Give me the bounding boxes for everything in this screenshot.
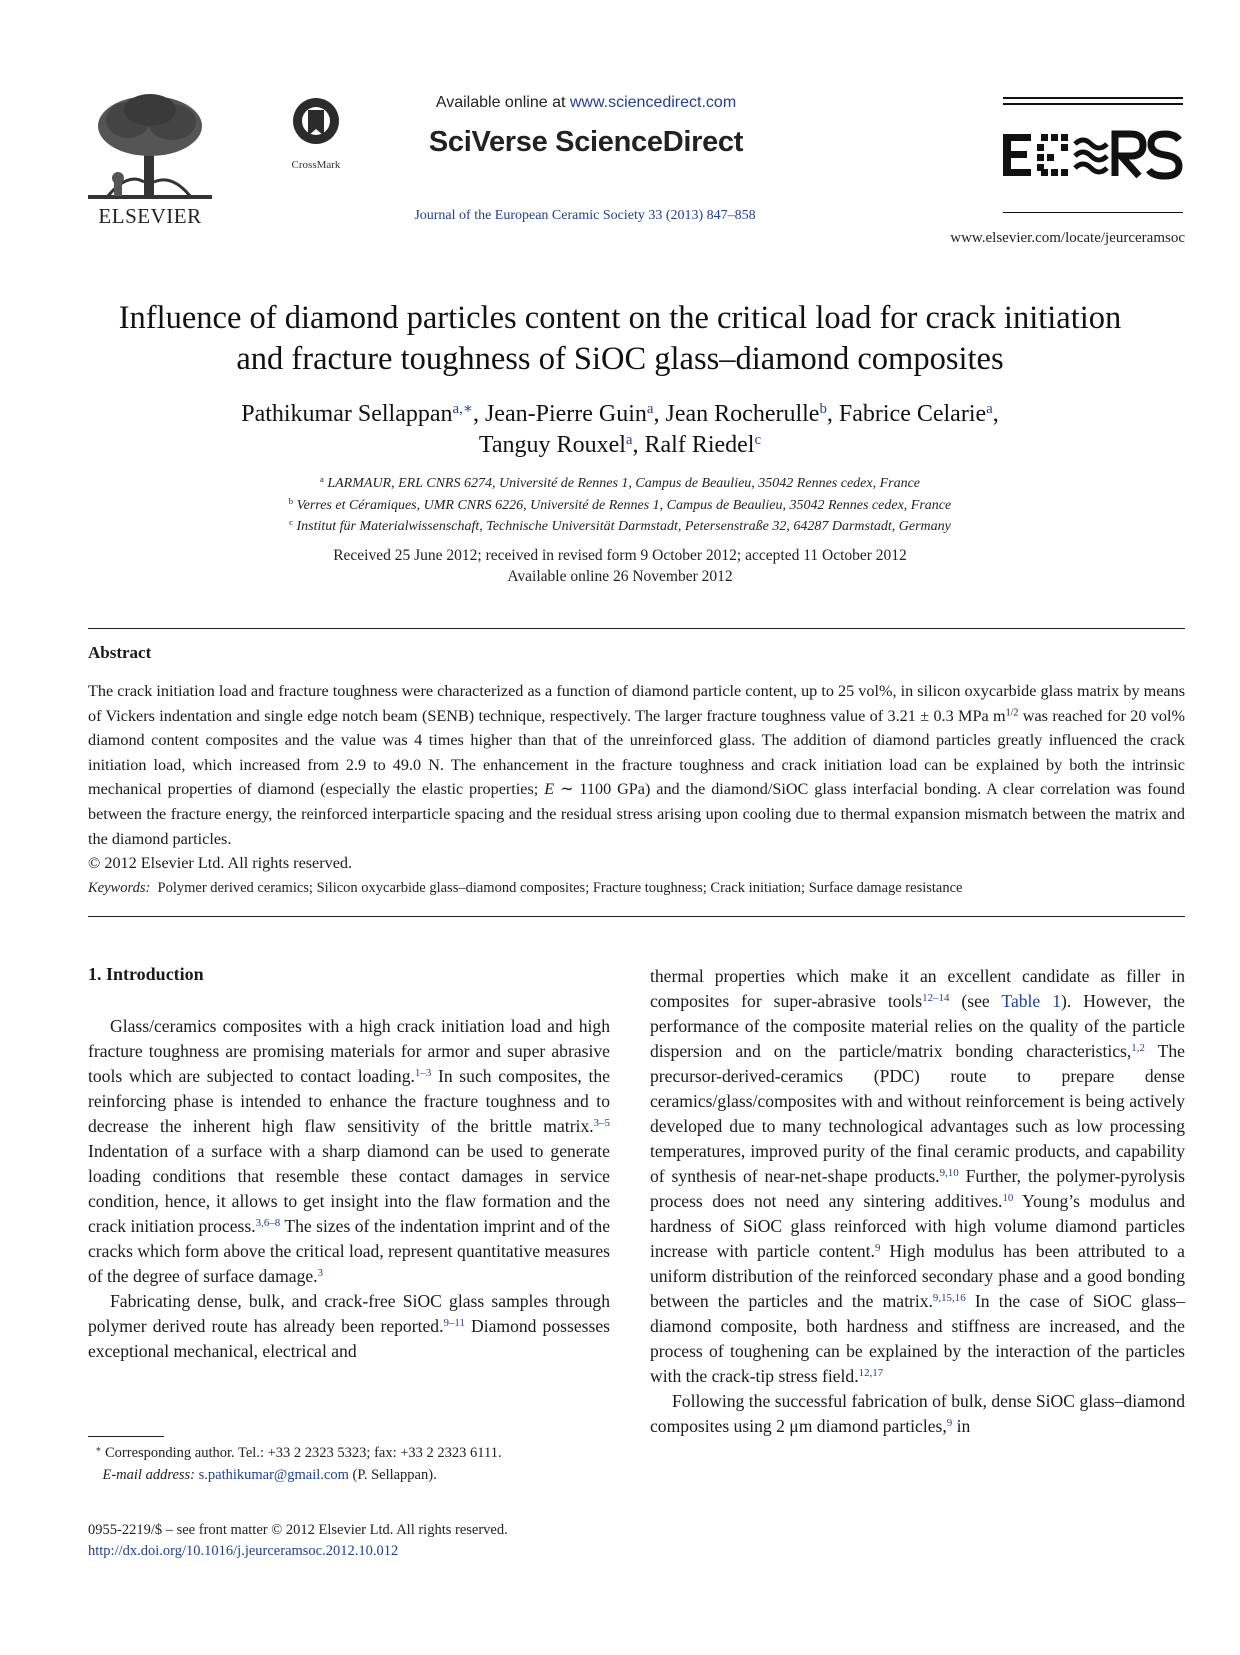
footnote-rule [88,1436,164,1437]
footnote-email [88,1464,628,1486]
abstract-symbol-e: E [544,780,555,799]
footnote-mark: ∗ [95,1444,102,1455]
title-line-1: Influence of diamond particles content on the critical load for crack initiation [118,300,1122,336]
article-history [60,545,1180,587]
citation-link[interactable]: 3–5 [593,1117,610,1129]
table-1-link[interactable]: Table 1 [1001,991,1062,1011]
ecers-bottom-rule [1003,212,1183,213]
affiliation-item [60,473,1180,495]
citation-link[interactable]: 3,6–8 [255,1217,281,1229]
citation-link[interactable]: 10 [1002,1192,1014,1204]
affiliation-item [60,516,1180,538]
author-affiliation-mark[interactable]: a [646,400,654,417]
ecers-logo [1003,128,1183,182]
elsevier-tree-logo [88,92,212,202]
affiliation-item [60,495,1180,517]
crossmark-label: CrossMark [291,159,341,171]
email-suffix: (P. Sellappan). [348,1467,437,1483]
authors-line-1: Pathikumar Sellappan$^{a,∗}$, Jean-Pierre Guin$^a$, Jean Rocherulle$^b$, Fabrice Celarie$^a$, [241,400,999,427]
author-affiliation-mark[interactable]: c [754,431,762,448]
abstract-bottom-rule [88,916,1185,917]
affiliation-text: LARMAUR, ERL CNRS 6274, Université de Rennes 1, Campus de Beaulieu, 35042 Rennes cedex, France [327,476,921,491]
footnote-contact [88,1442,628,1464]
affiliation-mark: b [288,495,294,506]
author-name: Ralf Riedel [644,432,755,458]
author-name: Fabrice Celarie [838,401,987,427]
corresponding-author-footnote [88,1442,628,1486]
affiliation-list [60,473,1180,538]
elsevier-wordmark: ELSEVIER [98,204,202,228]
available-online-date: Available online 26 November 2012 [507,568,733,585]
journal-citation-link[interactable]: Journal of the European Ceramic Society 33 (2013) 847–858 [414,208,756,223]
citation-link[interactable]: 1–3 [414,1067,432,1079]
crossmark-icon [291,96,341,152]
intro-paragraph-1: Glass/ceramics composites with a high crack initiation load and high fracture toughness are promising materials for armor and super abrasive tools which are subjected to contact loading.$^{1-3}$ In such composites, the reinforcing phase is intended to enhance the fracture toughness and to decrease the inherent high flaw sensitivity of the brittle matrix.$^{3-5}$ Indentation of a surface with a sharp diamond can be used to generate loading conditions that resemble these contact damages in service condition, hence, it allows to get insight into the flaw formation and the crack initiation process.$^{3,6-8}$ The sizes of the indentation imprint and of the cracks which form above the critical load, represent quantitative measures of the degree of surface damage.$^3$ [88,1016,611,1286]
article-title [60,298,1180,380]
doi-link[interactable]: http://dx.doi.org/10.1016/j.jeurceramsoc.2012.10.012 [88,1543,399,1559]
sciencedirect-link[interactable]: www.sciencedirect.com [569,94,737,111]
citation-link[interactable]: 12–14 [922,992,950,1004]
author-name: Jean-Pierre Guin [484,401,647,427]
affiliation-mark: a [319,474,324,485]
author-name: Tanguy Rouxel [478,432,626,458]
author-affiliation-mark[interactable]: b [819,400,827,417]
affiliation-text: Institut für Materialwissenschaft, Technische Universität Darmstadt, Petersenstraße 32, 64287 Darmstadt, Germany [296,519,951,534]
author-affiliation-mark[interactable]: a [986,400,993,417]
journal-homepage-url: www.elsevier.com/locate/jeurceramsoc [950,230,1185,246]
ecers-top-rules [1003,97,1183,109]
abstract-exponent: 1/2 [1005,707,1019,719]
affiliation-text: Verres et Céramiques, UMR CNRS 6226, Université de Rennes 1, Campus de Beaulieu, 35042 Rennes cedex, France [296,497,952,513]
crossmark-badge[interactable] [278,96,354,171]
received-dates: Received 25 June 2012; received in revised form 9 October 2012; accepted 11 October 2012 [333,547,907,564]
email-link[interactable]: s.pathikumar@gmail.com [198,1467,349,1483]
body-column-left [88,1014,610,1364]
abstract-body [88,679,1185,876]
abstract-top-rule [88,628,1185,629]
abstract-text-3: ∼ 1100 GPa) and the diamond/SiOC glass interfacial bonding. A clear correlation was found between the fracture energy, the reinforced interparticle spacing and the residual stress arising upon cooling due to thermal expansion mismatch between the matrix and the diamond particles. [88,780,1185,848]
footnote-text: Corresponding author. Tel.: +33 2 2323 5323; fax: +33 2 2323 6111. [101,1445,502,1461]
available-prefix: Available online at [435,94,570,111]
body-column-right [650,964,1185,1439]
author-name: Pathikumar Sellappan [241,401,453,427]
abstract-copyright: © 2012 Elsevier Ltd. All rights reserved. [88,854,353,873]
issn-line: 0955-2219/$ – see front matter © 2012 Elsevier Ltd. All rights reserved. [88,1522,508,1538]
citation-link[interactable]: 9–11 [443,1317,465,1329]
citation-link[interactable]: 9,15,16 [932,1292,966,1304]
citation-link[interactable]: 3 [317,1267,324,1279]
keywords-line [88,880,1185,897]
authors-line-2: Tanguy Rouxel$^a$, Ralf Riedel$^c$ [478,431,762,458]
citation-link[interactable]: 9 [874,1242,881,1254]
citation-link[interactable]: 9 [946,1417,953,1429]
section-heading-introduction: 1. Introduction [88,964,204,984]
author-list [60,399,1180,461]
abstract-heading: Abstract [88,643,152,662]
abstract-text-2: was reached for 20 vol% diamond content composites and the value was 4 times higher than that of the unreinforced glass. The addition of diamond particles greatly influenced the crack initiation load, which increased from 2.9 to 49.0 N. The enhancement in the fracture toughness and crack initiation load can be explained by both the intrinsic mechanical properties of diamond (especially the elastic properties; [88,706,1185,799]
affiliation-mark: c [289,517,293,528]
keywords-label: Keywords: [88,880,151,896]
intro-paragraph-4: Following the successful fabrication of bulk, dense SiOC glass–diamond composites using 2 μm diamond particles,$^9$ in [650,1391,1185,1436]
sciverse-sciencedirect-logo: SciVerse ScienceDirect [428,126,744,158]
author-affiliation-mark[interactable]: a,∗ [452,400,473,417]
front-matter [88,1520,648,1562]
author-name: Jean Rocherulle [665,401,820,427]
email-label: E-mail address: [102,1467,195,1483]
citation-link[interactable]: 9,10 [939,1167,959,1179]
intro-paragraph-2: Fabricating dense, bulk, and crack-free SiOC glass samples through polymer derived route has already been reported.$^{9-11}$ Diamond possesses exceptional mechanical, electrical and [88,1291,610,1361]
intro-paragraph-3: thermal properties which make it an excellent candidate as filler in composites for super-abrasive tools$^{12-14}$ (see Table 1). However, the performance of the composite material relies on the quality of the particle dispersion and on the particle/matrix bonding characteristics,$^{1,2}$ The precursor-derived-ceramics (PDC) route to prepare dense ceramics/glass/composites with and without reinforcement is being actively developed due to many technological advantages such as low processing temperatures, improved purity of the final ceramic products, and capability of synthesis of near-net-shape products.$^{9,10}$ Further, the polymer-pyrolysis process does not need any sintering additives.$^{10}$ Young’s modulus and hardness of SiOC glass reinforced with high volume diamond particles increase with particle content.$^9$ High modulus has been attributed to a uniform distribution of the reinforced secondary phase and a good bonding between the particles and the matrix.$^{9,15,16}$ In the case of SiOC glass–diamond composite, both hardness and stiffness are increased, and the process of toughening can be explained by the interaction of the particles with the crack-tip stress field.$^{12,17}$ [650,966,1185,1386]
citation-link[interactable]: 12,17 [858,1367,884,1379]
author-affiliation-mark[interactable]: a [625,431,633,448]
citation-link[interactable]: 1,2 [1131,1042,1145,1054]
keywords-text: Polymer derived ceramics; Silicon oxycarbide glass–diamond composites; Fracture toughness; Crack initiation; Surface damage resistance [157,880,963,896]
abstract-text-1: The crack initiation load and fracture toughness were characterized as a function of diamond particle content, up to 25 vol%, in silicon oxycarbide glass matrix by means of Vickers indentation and single edge notch beam (SENB) technique, respectively. The larger fracture toughness value of 3.21 ± 0.3 MPa m [88,682,1185,725]
title-line-2: and fracture toughness of SiOC glass–diamond composites [236,341,1004,377]
available-online-line [380,94,792,112]
